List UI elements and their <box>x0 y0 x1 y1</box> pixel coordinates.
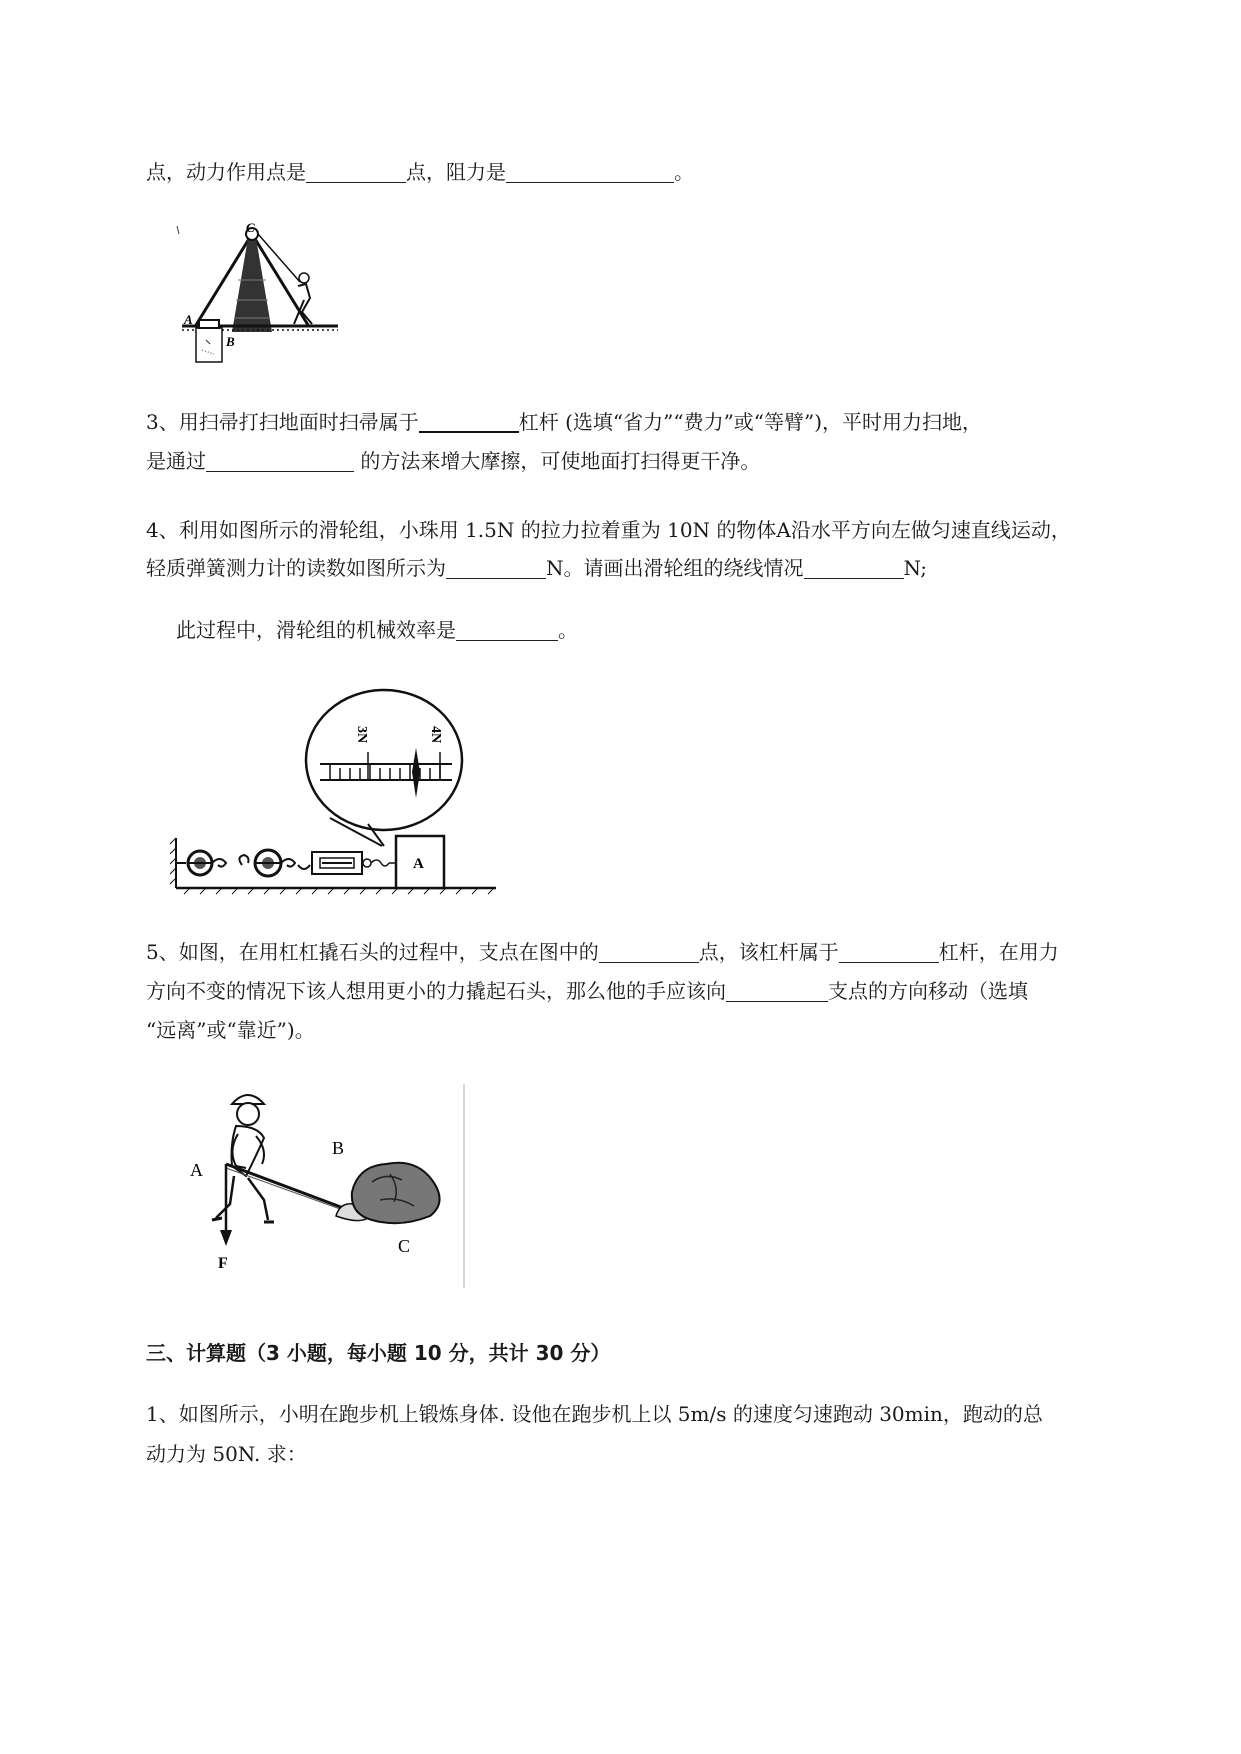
q2-text-1: 点，动力作用点是 <box>146 160 306 184</box>
lever-label-c: C <box>398 1236 411 1256</box>
q3-text-1: 3、用扫帚打扫地面时扫帚属于 <box>146 410 419 434</box>
q5-text-4: 方向不变的情况下该人想用更小的力撬起石头，那么他的手应该向 <box>146 979 726 1003</box>
q5-text-1: 5、如图，在用杠杠撬石头的过程中，支点在图中的 <box>146 940 599 964</box>
c1-text-1: 1、如图所示，小明在跑步机上锻炼身体. 设他在跑步机上以 5m/s 的速度匀速跑动 30min，跑动的总 <box>146 1402 1043 1426</box>
q4-text-1: 4、利用如图所示的滑轮组，小珠用 1.5N 的拉力拉着重为 10N 的物体A沿水平方向左做匀速直线运动， <box>146 518 1071 542</box>
tripod-label-a: A <box>184 312 193 327</box>
q3-text-3: 是通过 <box>146 449 206 473</box>
c1-line-2 <box>146 1440 307 1468</box>
scale-label-3n: 3N <box>354 726 369 744</box>
q2-blank-resistance[interactable] <box>506 160 674 183</box>
q5-text-3: 杠杆，在用力 <box>938 940 1059 964</box>
c1-line-1 <box>146 1400 1043 1428</box>
figure-lever-rock <box>176 1084 476 1290</box>
q5-blank-fulcrum[interactable] <box>599 940 699 963</box>
c1-text-2: 动力为 50N. 求： <box>146 1442 307 1466</box>
q5-blank-direction[interactable] <box>726 979 828 1002</box>
q4-line-1 <box>146 516 1071 544</box>
q4-line-3 <box>176 616 578 644</box>
q5-text-2: 点，该杠杆属于 <box>698 940 839 964</box>
lever-label-f: F <box>218 1255 228 1272</box>
q5-line-2 <box>146 977 1028 1005</box>
q4-blank-efficiency[interactable] <box>456 618 558 641</box>
q3-blank-method[interactable] <box>206 449 354 472</box>
q4-text-4: N; <box>903 556 928 580</box>
q4-text-5: 此过程中，滑轮组的机械效率是 <box>176 618 456 642</box>
q2-blank-effort-point[interactable] <box>306 160 406 183</box>
q3-text-4: 的方法来增大摩擦，可使地面打扫得更干净。 <box>354 449 761 473</box>
q5-text-6: “远离”或“靠近”)。 <box>146 1018 315 1042</box>
section-3-heading: 三、计算题（3 小题，每小题 10 分，共计 30 分） <box>146 1341 611 1365</box>
q4-text-3: N。请画出滑轮组的绕线情况 <box>546 556 804 580</box>
q3-text-2: 杠杆 (选填“省力”“费力”或“等臂”)，平时用力扫地， <box>518 410 983 434</box>
q3-line-2 <box>146 447 760 475</box>
q4-blank-reading[interactable] <box>446 556 546 579</box>
q2-text-2: 点，阻力是 <box>406 160 506 184</box>
q4-blank-winding[interactable] <box>804 556 904 579</box>
q4-text-2: 轻质弹簧测力计的读数如图所示为 <box>146 556 446 580</box>
tripod-label-c: C <box>246 220 255 235</box>
q5-blank-lever-type[interactable] <box>839 940 939 963</box>
tripod-label-b: B <box>226 334 235 349</box>
q5-line-3 <box>146 1016 315 1044</box>
q2-continuation-line <box>146 158 694 186</box>
q5-line-1 <box>146 938 1059 966</box>
q3-line-1 <box>146 408 982 436</box>
scale-label-4n: 4N <box>428 726 443 744</box>
figure-tripod <box>176 220 346 370</box>
q3-blank-lever-type[interactable] <box>419 409 519 433</box>
q5-text-5: 支点的方向移动（选填 <box>828 979 1028 1003</box>
lever-label-a: A <box>190 1160 203 1180</box>
figure-pulley-system <box>170 688 510 900</box>
q4-line-2 <box>146 554 927 582</box>
q4-text-6: 。 <box>558 618 578 642</box>
lever-label-b: B <box>332 1138 345 1158</box>
q2-text-3: 。 <box>674 160 694 184</box>
block-label-a: A <box>413 856 424 872</box>
